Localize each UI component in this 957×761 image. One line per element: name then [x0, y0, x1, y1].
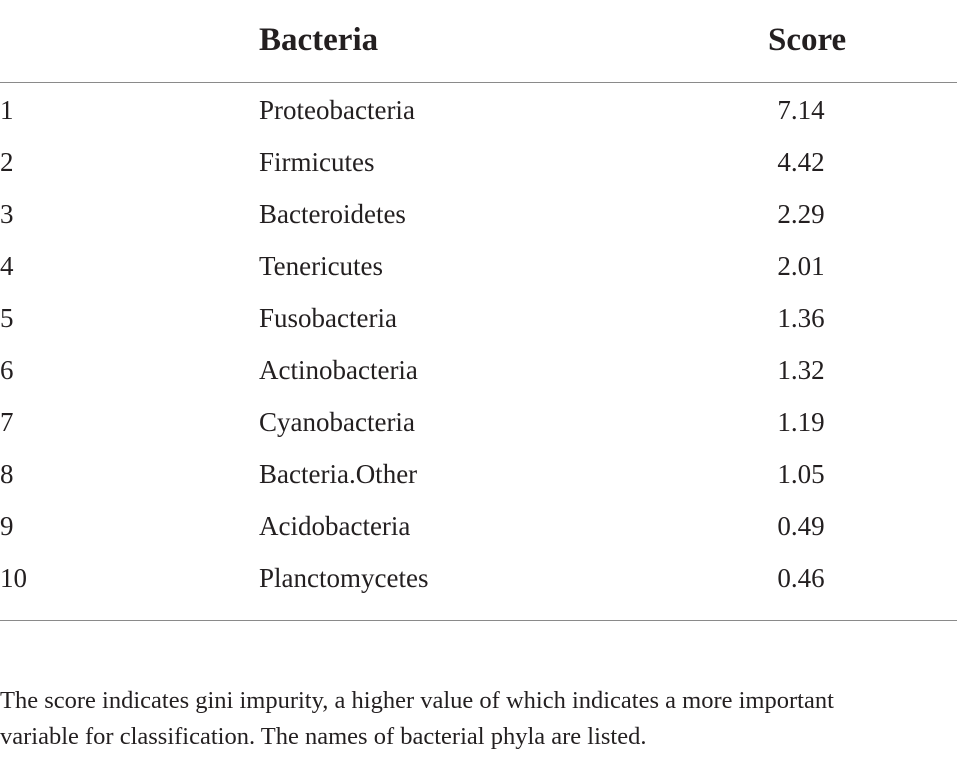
- score-cell: 1.36: [777, 303, 825, 333]
- bacteria-cell: Planctomycetes: [259, 563, 429, 593]
- score-cell: 0.46: [777, 563, 825, 593]
- table-row: [0, 189, 957, 241]
- rank-cell: 7: [0, 407, 14, 437]
- footnote-line-1: The score indicates gini impurity, a higher value of which indicates a more important: [0, 687, 834, 714]
- rank-cell: 2: [0, 147, 14, 177]
- table-row: [0, 501, 957, 553]
- footnote-line-2: variable for classification. The names of bacterial phyla are listed.: [0, 723, 647, 750]
- bacteria-cell: Bacteria.Other: [259, 459, 418, 489]
- rank-cell: 4: [0, 251, 14, 281]
- bacteria-cell: Actinobacteria: [259, 355, 418, 385]
- rank-cell: 6: [0, 355, 14, 385]
- score-cell: 2.29: [777, 199, 825, 229]
- table-row: [0, 85, 957, 137]
- bacteria-cell: Firmicutes: [259, 147, 375, 177]
- header-bacteria: Bacteria: [259, 22, 379, 58]
- header-score: Score: [768, 22, 847, 58]
- table-header: [0, 0, 957, 83]
- bacteria-cell: Cyanobacteria: [259, 407, 415, 437]
- rank-cell: 1: [0, 95, 14, 125]
- bacteria-cell: Tenericutes: [259, 251, 384, 281]
- score-cell: 4.42: [777, 147, 825, 177]
- bacteria-cell: Bacteroidetes: [259, 199, 406, 229]
- table-row: [0, 345, 957, 397]
- table-row: [0, 293, 957, 345]
- rank-cell: 3: [0, 199, 14, 229]
- score-cell: 1.19: [777, 407, 825, 437]
- score-cell: 0.49: [777, 511, 825, 541]
- table-row: [0, 397, 957, 449]
- rank-cell: 10: [0, 563, 27, 593]
- rank-cell: 5: [0, 303, 14, 333]
- bacteria-cell: Fusobacteria: [259, 303, 397, 333]
- table-row: [0, 449, 957, 501]
- table-footnote: [0, 683, 950, 755]
- table-bottom-rule: [0, 620, 957, 621]
- bacteria-cell: Acidobacteria: [259, 511, 411, 541]
- score-cell: 2.01: [777, 251, 825, 281]
- rank-cell: 8: [0, 459, 14, 489]
- score-cell: 1.32: [777, 355, 825, 385]
- bacteria-cell: Proteobacteria: [259, 95, 415, 125]
- rank-cell: 9: [0, 511, 14, 541]
- table-row: [0, 241, 957, 293]
- table-row: [0, 137, 957, 189]
- table-row: [0, 553, 957, 605]
- score-cell: 1.05: [777, 459, 825, 489]
- score-cell: 7.14: [777, 95, 825, 125]
- table-body: [0, 83, 957, 605]
